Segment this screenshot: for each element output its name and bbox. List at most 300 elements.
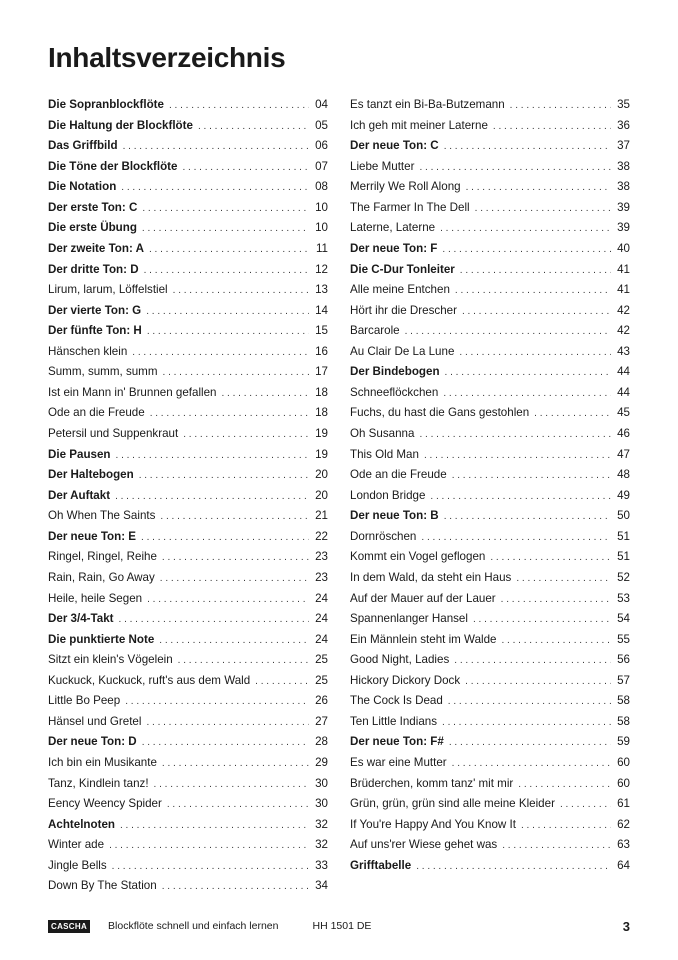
- toc-entry-title: Kuckuck, Kuckuck, ruft's aus dem Wald: [48, 673, 251, 687]
- toc-entry-title: Grifftabelle: [350, 858, 412, 872]
- toc-leader-dots: [405, 326, 611, 337]
- toc-leader-dots: [419, 162, 611, 173]
- toc-entry-title: Ringel, Ringel, Reihe: [48, 550, 157, 564]
- toc-leader-dots: [534, 408, 611, 419]
- toc-entry[interactable]: [48, 468, 328, 489]
- toc-leader-dots: [167, 799, 309, 810]
- toc-entry-title: Die punktierte Note: [48, 632, 155, 646]
- toc-entry[interactable]: [48, 98, 328, 119]
- toc-leader-dots: [112, 861, 309, 872]
- toc-entry[interactable]: [350, 427, 630, 448]
- toc-entry-page: 34: [315, 879, 328, 893]
- toc-entry-title: Down By The Station: [48, 879, 157, 893]
- toc-entry-page: 39: [617, 200, 630, 214]
- toc-entry-page: 48: [617, 468, 630, 482]
- toc-entry[interactable]: [350, 324, 630, 345]
- toc-leader-dots: [162, 758, 309, 769]
- toc-entry-page: 53: [617, 591, 630, 605]
- toc-entry-page: 56: [617, 653, 630, 667]
- toc-entry-page: 23: [315, 550, 328, 564]
- toc-entry[interactable]: [350, 612, 630, 633]
- toc-entry[interactable]: [350, 818, 630, 839]
- toc-entry[interactable]: [48, 139, 328, 160]
- toc-entry-title: Der fünfte Ton: H: [48, 324, 142, 338]
- toc-entry-page: 52: [617, 570, 630, 584]
- toc-entry-title: If You're Happy And You Know It: [350, 817, 516, 831]
- toc-entry[interactable]: [48, 365, 328, 386]
- toc-entry-title: Schneeflöckchen: [350, 385, 439, 399]
- toc-entry-title: This Old Man: [350, 447, 419, 461]
- toc-leader-dots: [445, 367, 611, 378]
- toc-entry-title: Der neue Ton: F: [350, 241, 438, 255]
- toc-leader-dots: [448, 696, 611, 707]
- toc-entry[interactable]: [350, 838, 630, 859]
- toc-entry-page: 41: [617, 262, 630, 276]
- toc-leader-dots: [162, 552, 309, 563]
- toc-entry-page: 43: [617, 344, 630, 358]
- toc-entry[interactable]: [48, 509, 328, 530]
- toc-entry[interactable]: [48, 735, 328, 756]
- toc-leader-dots: [443, 388, 611, 399]
- toc-entry[interactable]: [350, 242, 630, 263]
- toc-entry-title: Der 3/4-Takt: [48, 612, 114, 626]
- toc-entry[interactable]: [48, 530, 328, 551]
- toc-leader-dots: [452, 758, 611, 769]
- toc-entry[interactable]: [48, 283, 328, 304]
- toc-entry-title: Laterne, Laterne: [350, 221, 436, 235]
- toc-entry-page: 51: [617, 550, 630, 564]
- toc-entry-page: 58: [617, 714, 630, 728]
- page-number: 3: [622, 918, 630, 934]
- toc-entry-title: Die Töne der Blockflöte: [48, 159, 178, 173]
- toc-entry-page: 59: [617, 735, 630, 749]
- toc-entry-title: Die Sopranblockflöte: [48, 98, 164, 111]
- toc-entry[interactable]: [350, 468, 630, 489]
- toc-entry[interactable]: [48, 715, 328, 736]
- toc-leader-dots: [132, 347, 309, 358]
- toc-entry-title: Alle meine Entchen: [350, 283, 450, 297]
- toc-entry-title: Ode an die Freude: [48, 406, 145, 420]
- toc-leader-dots: [521, 820, 611, 831]
- toc-entry[interactable]: [48, 756, 328, 777]
- toc-leader-dots: [142, 737, 309, 748]
- toc-entry[interactable]: [350, 715, 630, 736]
- toc-entry-title: Der Haltebogen: [48, 468, 134, 482]
- toc-entry-page: 13: [315, 283, 328, 297]
- toc-entry-page: 45: [617, 406, 630, 420]
- toc-entry-title: Ein Männlein steht im Walde: [350, 632, 497, 646]
- toc-entry-page: 18: [315, 406, 328, 420]
- toc-entry-title: Der neue Ton: C: [350, 139, 439, 153]
- toc-entry-page: 28: [315, 735, 328, 749]
- toc-entry-page: 49: [617, 488, 630, 502]
- toc-entry-title: Ode an die Freude: [350, 468, 447, 482]
- toc-entry-title: Die Notation: [48, 180, 117, 194]
- toc-entry[interactable]: [350, 859, 630, 880]
- toc-entry-page: 42: [617, 324, 630, 338]
- toc-leader-dots: [518, 779, 611, 790]
- toc-entry[interactable]: [48, 879, 328, 900]
- toc-entry[interactable]: [350, 98, 630, 119]
- toc-leader-dots: [115, 491, 309, 502]
- toc-entry-page: 04: [315, 98, 328, 111]
- toc-entry[interactable]: [350, 119, 630, 140]
- toc-leader-dots: [455, 285, 611, 296]
- toc-entry[interactable]: [48, 797, 328, 818]
- toc-leader-dots: [444, 511, 611, 522]
- toc-entry-title: Good Night, Ladies: [350, 653, 450, 667]
- toc-entry-page: 51: [617, 529, 630, 543]
- toc-entry[interactable]: [48, 838, 328, 859]
- toc-entry-title: Der vierte Ton: G: [48, 303, 142, 317]
- toc-entry-title: Ist ein Mann in' Brunnen gefallen: [48, 385, 217, 399]
- toc-entry-page: 24: [315, 612, 328, 626]
- toc-entry[interactable]: [48, 221, 328, 242]
- toc-entry-title: Es tanzt ein Bi-Ba-Butzemann: [350, 98, 505, 111]
- toc-leader-dots: [516, 573, 611, 584]
- toc-leader-dots: [255, 676, 309, 687]
- toc-entry-page: 10: [315, 221, 328, 235]
- toc-entry-page: 60: [617, 756, 630, 769]
- toc-entry[interactable]: [350, 221, 630, 242]
- toc-entry-page: 15: [315, 324, 328, 338]
- toc-entry-title: Der neue Ton: B: [350, 509, 439, 523]
- toc-leader-dots: [182, 162, 309, 173]
- toc-entry[interactable]: [350, 756, 630, 777]
- toc-leader-dots: [454, 655, 611, 666]
- toc-entry-title: Eency Weency Spider: [48, 797, 162, 811]
- toc-entry-page: 12: [315, 262, 328, 276]
- toc-entry-page: 36: [617, 118, 630, 132]
- toc-entry-page: 58: [617, 694, 630, 708]
- toc-entry[interactable]: [350, 674, 630, 695]
- toc-entry-page: 64: [617, 858, 630, 872]
- toc-leader-dots: [502, 635, 612, 646]
- toc-entry-page: 55: [617, 632, 630, 646]
- toc-leader-dots: [109, 840, 309, 851]
- toc-entry-page: 06: [315, 139, 328, 153]
- toc-entry-title: Die Pausen: [48, 447, 111, 461]
- toc-entry[interactable]: [350, 550, 630, 571]
- toc-entry-title: Oh When The Saints: [48, 509, 156, 523]
- toc-entry[interactable]: [48, 550, 328, 571]
- toc-entry-title: Die Haltung der Blockflöte: [48, 118, 193, 132]
- toc-entry-page: 38: [617, 180, 630, 194]
- toc-entry[interactable]: [48, 304, 328, 325]
- toc-entry-title: Auf uns'rer Wiese gehet was: [350, 838, 498, 852]
- toc-entry-page: 07: [315, 159, 328, 173]
- toc-leader-dots: [150, 408, 309, 419]
- toc-leader-dots: [163, 367, 309, 378]
- toc-entry[interactable]: [48, 427, 328, 448]
- toc-entry-page: 38: [617, 159, 630, 173]
- toc-entry[interactable]: [350, 592, 630, 613]
- toc-leader-dots: [510, 100, 611, 111]
- toc-leader-dots: [146, 717, 309, 728]
- toc-leader-dots: [222, 388, 310, 399]
- toc-entry-page: 40: [617, 241, 630, 255]
- toc-entry-title: Grün, grün, grün sind alle meine Kleider: [350, 797, 555, 811]
- toc-leader-dots: [490, 552, 611, 563]
- toc-entry-page: 14: [315, 303, 328, 317]
- toc-leader-dots: [178, 655, 309, 666]
- toc-entry-page: 27: [315, 714, 328, 728]
- toc-entry-page: 37: [617, 139, 630, 153]
- toc-entry-page: 19: [315, 427, 328, 440]
- toc-entry-page: 32: [315, 817, 328, 831]
- toc-entry[interactable]: [350, 304, 630, 325]
- toc-entry-page: 63: [617, 838, 630, 852]
- toc-entry-page: 29: [315, 756, 328, 769]
- toc-entry-title: Heile, heile Segen: [48, 591, 143, 605]
- toc-entry-page: 50: [617, 509, 630, 523]
- toc-entry-page: 46: [617, 427, 630, 440]
- toc-entry-page: 44: [617, 365, 630, 379]
- toc-leader-dots: [147, 594, 309, 605]
- toc-entry[interactable]: [48, 406, 328, 427]
- toc-entry[interactable]: [350, 345, 630, 366]
- toc-entry-title: Der erste Ton: C: [48, 200, 138, 214]
- toc-entry-page: 24: [315, 632, 328, 646]
- toc-leader-dots: [444, 141, 611, 152]
- toc-leader-dots: [159, 635, 309, 646]
- toc-column-left: [48, 98, 328, 900]
- toc-entry-title: Ten Little Indians: [350, 714, 438, 728]
- toc-entry-title: Sitzt ein klein's Vögelein: [48, 653, 173, 667]
- toc-entry-page: 26: [315, 694, 328, 708]
- toc-entry[interactable]: [48, 859, 328, 880]
- toc-entry-page: 30: [315, 776, 328, 790]
- toc-leader-dots: [419, 429, 611, 440]
- toc-entry-title: Rain, Rain, Go Away: [48, 570, 155, 584]
- toc-entry-page: 54: [617, 612, 630, 626]
- toc-entry[interactable]: [350, 777, 630, 798]
- toc-leader-dots: [125, 696, 309, 707]
- toc-entry-title: Hänschen klein: [48, 344, 128, 358]
- toc-entry-page: 11: [315, 241, 328, 255]
- toc-entry-title: Winter ade: [48, 838, 105, 852]
- toc-leader-dots: [144, 265, 309, 276]
- toc-entry[interactable]: [350, 735, 630, 756]
- toc-entry[interactable]: [350, 180, 630, 201]
- toc-leader-dots: [139, 470, 309, 481]
- toc-entry-title: Hickory Dickory Dock: [350, 673, 461, 687]
- toc-entry-title: Der neue Ton: D: [48, 735, 137, 749]
- toc-leader-dots: [162, 881, 309, 892]
- toc-entry-title: Au Clair De La Lune: [350, 344, 455, 358]
- toc-entry[interactable]: [350, 406, 630, 427]
- toc-leader-dots: [452, 470, 611, 481]
- toc-entry-title: Ich bin ein Musikante: [48, 756, 157, 769]
- toc-entry[interactable]: [350, 283, 630, 304]
- toc-entry[interactable]: [48, 633, 328, 654]
- toc-entry-title: The Farmer In The Dell: [350, 200, 470, 214]
- toc-leader-dots: [465, 676, 611, 687]
- toc-entry-title: Tanz, Kindlein tanz!: [48, 776, 149, 790]
- toc-entry[interactable]: [350, 201, 630, 222]
- toc-entry-title: Ich geh mit meiner Laterne: [350, 118, 488, 132]
- toc-entry-title: Fuchs, du hast die Gans gestohlen: [350, 406, 530, 420]
- toc-entry-title: Hört ihr die Drescher: [350, 303, 457, 317]
- toc-entry[interactable]: [350, 386, 630, 407]
- toc-entry-page: 05: [315, 118, 328, 132]
- toc-leader-dots: [121, 182, 309, 193]
- toc-entry-page: 47: [617, 447, 630, 461]
- toc-entry-page: 57: [617, 673, 630, 687]
- toc-entry-title: Dornröschen: [350, 529, 417, 543]
- page-footer: [48, 917, 630, 935]
- toc-entry[interactable]: [350, 530, 630, 551]
- toc-entry-page: 32: [315, 838, 328, 852]
- toc-leader-dots: [149, 244, 309, 255]
- toc-entry[interactable]: [350, 489, 630, 510]
- toc-entry[interactable]: [48, 324, 328, 345]
- toc-leader-dots: [424, 450, 611, 461]
- toc-entry[interactable]: [350, 797, 630, 818]
- toc-entry-title: Der Bindebogen: [350, 365, 440, 379]
- toc-entry-title: Oh Susanna: [350, 427, 415, 440]
- toc-leader-dots: [442, 244, 611, 255]
- toc-leader-dots: [460, 265, 611, 276]
- toc-entry[interactable]: [48, 612, 328, 633]
- toc-entry-page: 35: [617, 98, 630, 111]
- toc-leader-dots: [173, 285, 309, 296]
- toc-entry-page: 21: [315, 509, 328, 523]
- toc-entry-title: Die C-Dur Tonleiter: [350, 262, 455, 276]
- toc-entry[interactable]: [48, 653, 328, 674]
- toc-entry-title: Summ, summ, summ: [48, 365, 158, 379]
- toc-entry[interactable]: [48, 448, 328, 469]
- toc-entry[interactable]: [48, 263, 328, 284]
- toc-entry-title: Hänsel und Gretel: [48, 714, 142, 728]
- toc-entry-title: Little Bo Peep: [48, 694, 121, 708]
- toc-entry-title: Das Griffbild: [48, 139, 118, 153]
- toc-entry-page: 41: [617, 283, 630, 297]
- toc-entry-title: Der neue Ton: E: [48, 529, 137, 543]
- toc-leader-dots: [502, 840, 611, 851]
- toc-entry-title: Spannenlanger Hansel: [350, 612, 468, 626]
- toc-leader-dots: [154, 779, 309, 790]
- toc-leader-dots: [421, 532, 611, 543]
- toc-entry[interactable]: [48, 592, 328, 613]
- toc-leader-dots: [183, 429, 309, 440]
- toc-leader-dots: [560, 799, 611, 810]
- toc-entry-page: 20: [315, 488, 328, 502]
- toc-entry-title: Der neue Ton: F#: [350, 735, 444, 749]
- page-title: Inhaltsverzeichnis: [48, 42, 286, 73]
- toc-entry[interactable]: [350, 448, 630, 469]
- toc-leader-dots: [442, 717, 611, 728]
- toc-leader-dots: [119, 614, 309, 625]
- toc-entry-title: The Cock Is Dead: [350, 694, 443, 708]
- toc-leader-dots: [416, 861, 611, 872]
- toc-entry[interactable]: [48, 119, 328, 140]
- toc-leader-dots: [160, 511, 309, 522]
- toc-entry-page: 30: [315, 797, 328, 811]
- toc-leader-dots: [493, 121, 611, 132]
- toc-leader-dots: [169, 100, 309, 111]
- toc-entry-title: Es war eine Mutter: [350, 756, 447, 769]
- toc-entry-title: Merrily We Roll Along: [350, 180, 461, 194]
- toc-entry[interactable]: [48, 386, 328, 407]
- toc-entry-title: Petersil und Suppenkraut: [48, 427, 179, 440]
- toc-entry[interactable]: [350, 633, 630, 654]
- toc-entry-title: Barcarole: [350, 324, 400, 338]
- toc-entry[interactable]: [48, 345, 328, 366]
- footer-product-code: HH 1501 DE: [312, 920, 372, 932]
- toc-entry-page: 39: [617, 221, 630, 235]
- toc-entry-title: Der dritte Ton: D: [48, 262, 139, 276]
- toc-entry[interactable]: [350, 139, 630, 160]
- toc-entry-page: 60: [617, 776, 630, 790]
- toc-entry[interactable]: [350, 365, 630, 386]
- toc-leader-dots: [462, 306, 611, 317]
- toc-entry[interactable]: [48, 571, 328, 592]
- toc-leader-dots: [120, 820, 309, 831]
- toc-entry-title: Auf der Mauer auf der Lauer: [350, 591, 496, 605]
- toc-leader-dots: [141, 532, 309, 543]
- toc-entry-title: In dem Wald, da steht ein Haus: [350, 570, 512, 584]
- toc-entry[interactable]: [350, 509, 630, 530]
- toc-leader-dots: [146, 306, 309, 317]
- toc-entry-page: 18: [315, 385, 328, 399]
- toc-entry[interactable]: [48, 674, 328, 695]
- toc-leader-dots: [147, 326, 309, 337]
- toc-entry[interactable]: [48, 242, 328, 263]
- toc-entry[interactable]: [48, 777, 328, 798]
- toc-entry[interactable]: [48, 160, 328, 181]
- footer-book-title: Blockflöte schnell und einfach lernen: [108, 920, 279, 932]
- toc-entry-title: Achtelnoten: [48, 817, 115, 831]
- toc-entry-title: Liebe Mutter: [350, 159, 415, 173]
- toc-leader-dots: [430, 491, 611, 502]
- toc-entry[interactable]: [350, 571, 630, 592]
- toc-column-right: [350, 98, 630, 879]
- toc-leader-dots: [473, 614, 611, 625]
- toc-entry[interactable]: [350, 160, 630, 181]
- toc-entry-title: Brüderchen, komm tanz' mit mir: [350, 776, 514, 790]
- toc-leader-dots: [160, 573, 309, 584]
- toc-leader-dots: [142, 223, 309, 234]
- toc-leader-dots: [198, 121, 309, 132]
- toc-entry[interactable]: [350, 694, 630, 715]
- toc-entry-page: 17: [315, 365, 328, 379]
- toc-leader-dots: [449, 737, 611, 748]
- toc-entry-page: 25: [315, 653, 328, 667]
- publisher-logo: CASCHA: [48, 920, 90, 933]
- toc-leader-dots: [142, 203, 309, 214]
- toc-entry[interactable]: [350, 653, 630, 674]
- toc-entry[interactable]: [350, 263, 630, 284]
- toc-entry-title: Der Auftakt: [48, 488, 111, 502]
- toc-entry[interactable]: [48, 818, 328, 839]
- toc-entry-page: 33: [315, 858, 328, 872]
- toc-entry-page: 23: [315, 570, 328, 584]
- toc-entry[interactable]: [48, 489, 328, 510]
- toc-entry[interactable]: [48, 694, 328, 715]
- toc-entry-title: Lirum, larum, Löffelstiel: [48, 283, 168, 297]
- toc-entry-page: 61: [617, 797, 630, 811]
- toc-leader-dots: [475, 203, 611, 214]
- toc-entry[interactable]: [48, 180, 328, 201]
- toc-leader-dots: [459, 347, 611, 358]
- toc-entry-title: Die erste Übung: [48, 221, 137, 235]
- toc-entry-title: Der zweite Ton: A: [48, 241, 144, 255]
- toc-entry-page: 25: [315, 673, 328, 687]
- toc-entry[interactable]: [48, 201, 328, 222]
- toc-entry-title: Kommt ein Vogel geflogen: [350, 550, 486, 564]
- toc-entry-page: 10: [315, 200, 328, 214]
